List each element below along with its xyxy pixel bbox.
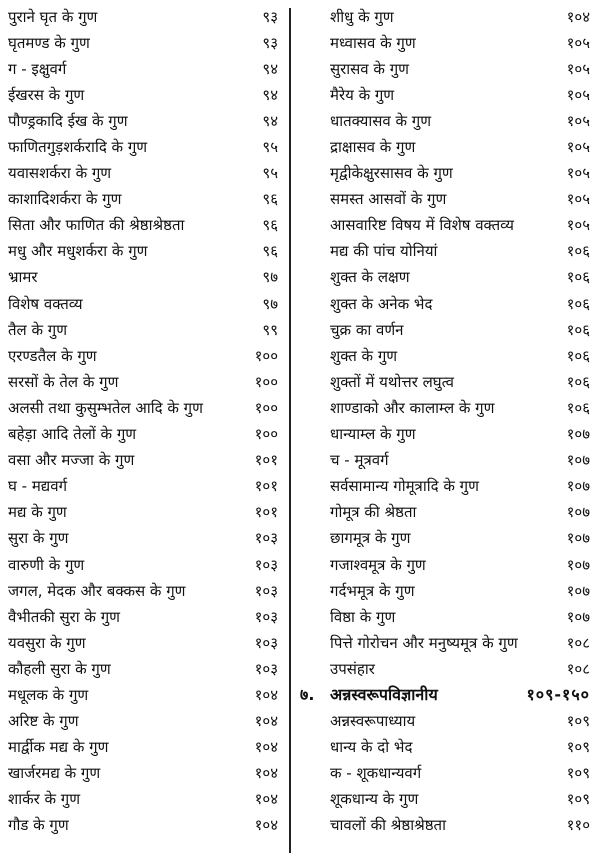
toc-entry	[300, 552, 594, 578]
entry-title: शूकधान्य के गुण	[330, 790, 419, 809]
entry-page-number: ९५	[262, 138, 278, 157]
entry-page-number: १०९	[566, 790, 590, 809]
entry-title: पुराने घृत के गुण	[8, 7, 98, 26]
entry-title: सुरासव के गुण	[330, 59, 409, 78]
entry-page-number: १०५	[566, 33, 590, 52]
entry-title: विष्ठा के गुण	[330, 607, 396, 626]
entry-page-number: १०७	[566, 555, 590, 574]
entry-title: मद्य के गुण	[8, 503, 67, 522]
entry-page-number: ९३	[262, 33, 278, 52]
toc-entry	[6, 265, 280, 291]
toc-entry	[6, 213, 280, 239]
entry-title: धान्याम्ल के गुण	[330, 425, 416, 444]
toc-entry	[300, 56, 594, 82]
entry-page-number: १०४	[254, 816, 278, 835]
entry-page-number: १०४	[254, 764, 278, 783]
entry-title: खार्जरमद्य के गुण	[8, 764, 101, 783]
entry-title: धातक्यासव के गुण	[330, 111, 432, 130]
toc-entry	[300, 161, 594, 187]
entry-page-number: ९६	[262, 242, 278, 261]
entry-page-number: ९५	[262, 164, 278, 183]
entry-page-number: १०८	[566, 659, 590, 678]
entry-page-number: १००	[254, 398, 278, 417]
toc-entry	[300, 656, 594, 682]
chapter-number: ७.	[300, 685, 315, 705]
entry-title: च - मूत्रवर्ग	[330, 451, 389, 470]
entry-title: उपसंहार	[330, 659, 375, 678]
toc-entry	[6, 422, 280, 448]
entry-page-number: १०४	[566, 7, 590, 26]
entry-title: तैल के गुण	[8, 320, 68, 339]
entry-title: शुक्त के लक्षण	[330, 268, 410, 287]
toc-entry	[6, 761, 280, 787]
chapter-title	[300, 687, 438, 703]
toc-entry	[6, 30, 280, 56]
toc-entry	[6, 317, 280, 343]
entry-title: ग - इक्षुवर्ग	[8, 59, 67, 78]
entry-page-number: १०५	[566, 59, 590, 78]
entry-title: शुक्तों में यथोत्तर लघुत्व	[330, 372, 454, 391]
toc-entry	[300, 395, 594, 421]
toc-entry	[6, 343, 280, 369]
toc-entry	[6, 108, 280, 134]
toc-entry	[6, 787, 280, 813]
entry-title: काशादिशर्करा के गुण	[8, 190, 122, 209]
entry-page-number: १०५	[566, 85, 590, 104]
toc-entry	[6, 578, 280, 604]
entry-page-number: १००	[254, 425, 278, 444]
toc-entry	[6, 604, 280, 630]
entry-title: आसवारिष्ट विषय में विशेष वक्तव्य	[330, 216, 514, 235]
toc-entry	[6, 161, 280, 187]
entry-page-number: १०७	[566, 477, 590, 496]
entry-page-number: १०७	[566, 451, 590, 470]
entry-page-number: १०६	[566, 398, 590, 417]
entry-page-number: १०६	[566, 372, 590, 391]
entry-title: सरसों के तेल के गुण	[8, 372, 119, 391]
toc-entry	[300, 787, 594, 813]
entry-title: शाण्डाको और कालाम्ल के गुण	[330, 398, 495, 417]
entry-title: गर्दभमूत्र के गुण	[330, 581, 415, 600]
entry-title: एरण्डतैल के गुण	[8, 346, 97, 365]
toc-entry	[300, 474, 594, 500]
toc-entry	[300, 526, 594, 552]
entry-page-number: ९६	[262, 190, 278, 209]
entry-title: मैरेय के गुण	[330, 85, 395, 104]
entry-page-number: १०३	[254, 659, 278, 678]
entry-title: शीधु के गुण	[330, 7, 394, 26]
toc-left-column	[6, 4, 280, 839]
entry-title: कौहली सुरा के गुण	[8, 659, 111, 678]
toc-entry	[300, 134, 594, 160]
entry-title: अलसी तथा कुसुम्भतेल आदि के गुण	[8, 398, 203, 417]
entry-title: मध्वासव के गुण	[330, 33, 416, 52]
toc-right-column	[300, 4, 594, 839]
entry-title: सुरा के गुण	[8, 529, 69, 548]
toc-entry	[6, 239, 280, 265]
entry-page-number: १०३	[254, 607, 278, 626]
entry-page-number: १०६	[566, 346, 590, 365]
toc-entry	[300, 108, 594, 134]
entry-title: सिता और फाणित की श्रेष्ठाश्रेष्ठता	[8, 216, 185, 235]
entry-title: घ - मद्यवर्ग	[8, 477, 68, 496]
toc-entry	[300, 422, 594, 448]
entry-page-number: १०४	[254, 712, 278, 731]
entry-page-number: १०५	[566, 190, 590, 209]
toc-entry	[6, 500, 280, 526]
toc-entry	[300, 369, 594, 395]
toc-entry	[300, 4, 594, 30]
entry-title: गौड के गुण	[8, 816, 69, 835]
entry-page-number: १०५	[566, 216, 590, 235]
entry-page-number: १०९	[566, 712, 590, 731]
toc-entry	[6, 82, 280, 108]
entry-page-number: १०३	[254, 529, 278, 548]
toc-entry	[6, 474, 280, 500]
entry-page-number: १०८	[566, 633, 590, 652]
entry-title: चावलों की श्रेष्ठाश्रेष्ठता	[330, 816, 446, 835]
entry-title: सर्वसामान्य गोमूत्रादि के गुण	[330, 477, 479, 496]
entry-title: जगल, मेदक और बक्कस के गुण	[8, 581, 186, 600]
entry-title: यवसुरा के गुण	[8, 633, 86, 652]
entry-title: गोमूत्र की श्रेष्ठता	[330, 503, 417, 522]
toc-entry	[6, 630, 280, 656]
toc-entry	[6, 134, 280, 160]
entry-title: मधु और मधुशर्करा के गुण	[8, 242, 148, 261]
entry-page-number: ९३	[262, 7, 278, 26]
entry-title: शुक्त के अनेक भेद	[330, 294, 433, 313]
toc-entry	[300, 317, 594, 343]
toc-entry	[300, 82, 594, 108]
entry-page-number: १०४	[254, 685, 278, 704]
entry-title: मार्द्वीक मद्य के गुण	[8, 738, 109, 757]
entry-page-number: ९७	[262, 268, 278, 287]
toc-entry	[300, 709, 594, 735]
entry-page-number: १००	[254, 372, 278, 391]
entry-title: अन्नस्वरूपाध्याय	[330, 712, 416, 731]
entry-title: समस्त आसवों के गुण	[330, 190, 447, 209]
toc-entry	[300, 343, 594, 369]
entry-page-number: १०७	[566, 581, 590, 600]
toc-entry	[300, 813, 594, 839]
entry-title: मधूलक के गुण	[8, 685, 89, 704]
entry-page-number: १०७	[566, 503, 590, 522]
entry-page-number: १०४	[254, 738, 278, 757]
entry-page-number: १०१	[254, 451, 278, 470]
entry-title: ईखरस के गुण	[8, 85, 85, 104]
entry-title: अरिष्ट के गुण	[8, 712, 79, 731]
toc-entry	[6, 709, 280, 735]
toc-entry	[6, 187, 280, 213]
entry-title: पित्ते गोरोचन और मनुष्यमूत्र के गुण	[330, 633, 518, 652]
entry-title: मद्य की पांच योनियां	[330, 242, 438, 261]
entry-title: मृद्वीकेक्षुरसासव के गुण	[330, 164, 453, 183]
entry-page-number: १०१	[254, 503, 278, 522]
entry-page-number: १०५	[566, 164, 590, 183]
toc-entry	[6, 4, 280, 30]
toc-entry	[300, 448, 594, 474]
entry-title: वारुणी के गुण	[8, 555, 85, 574]
toc-entry	[6, 735, 280, 761]
column-divider	[289, 8, 291, 853]
toc-entry	[6, 813, 280, 839]
entry-page-number: १०४	[254, 790, 278, 809]
entry-title: शार्कर के गुण	[8, 790, 81, 809]
entry-page-number: ९४	[262, 85, 278, 104]
toc-entry	[6, 395, 280, 421]
entry-page-number: १०९	[566, 764, 590, 783]
toc-chapter-heading	[300, 682, 594, 708]
toc-entry	[300, 30, 594, 56]
toc-entry	[300, 187, 594, 213]
entry-page-number: १०६	[566, 294, 590, 313]
toc-entry	[300, 735, 594, 761]
entry-page-number: ९७	[262, 294, 278, 313]
entry-page-number: १०६	[566, 320, 590, 339]
entry-page-number: १०९	[566, 738, 590, 757]
entry-page-number: १०६	[566, 242, 590, 261]
toc-entry	[300, 291, 594, 317]
entry-title: पौण्ड्रकादि ईख के गुण	[8, 111, 128, 130]
toc-entry	[300, 500, 594, 526]
entry-page-number: १०३	[254, 581, 278, 600]
entry-page-number: १०१	[254, 477, 278, 496]
entry-title: चुक्र का वर्णन	[330, 320, 404, 339]
entry-title: विशेष वक्तव्य	[8, 294, 83, 313]
entry-title: गजाश्वमूत्र के गुण	[330, 555, 426, 574]
entry-page-number: ११०	[566, 816, 590, 835]
toc-entry	[300, 239, 594, 265]
entry-page-number: १०३	[254, 555, 278, 574]
entry-title: फाणितगुड़शर्करादि के गुण	[8, 138, 148, 157]
toc-entry	[6, 448, 280, 474]
toc-entry	[6, 552, 280, 578]
entry-title: घृतमण्ड के गुण	[8, 33, 90, 52]
toc-entry	[300, 604, 594, 630]
entry-title: भ्रामर	[8, 268, 38, 287]
toc-entry	[6, 369, 280, 395]
chapter-title-text: अन्नस्वरूपविज्ञानीय	[330, 685, 438, 705]
toc-entry	[6, 656, 280, 682]
entry-page-number: ९९	[262, 320, 278, 339]
entry-title: द्राक्षासव के गुण	[330, 138, 416, 157]
toc-entry	[300, 213, 594, 239]
entry-title: वैभीतकी सुरा के गुण	[8, 607, 120, 626]
toc-entry	[6, 56, 280, 82]
entry-title: क - शूकधान्यवर्ग	[330, 764, 422, 783]
entry-page-number: १०५	[566, 138, 590, 157]
entry-page-number: १००	[254, 346, 278, 365]
toc-entry	[6, 682, 280, 708]
entry-title: यवासशर्करा के गुण	[8, 164, 112, 183]
toc-entry	[6, 526, 280, 552]
toc-entry	[300, 265, 594, 291]
entry-page-number: १०६	[566, 268, 590, 287]
entry-title: धान्य के दो भेद	[330, 738, 413, 757]
entry-page-number: १०७	[566, 529, 590, 548]
entry-page-number: १०५	[566, 111, 590, 130]
entry-page-number: १०७	[566, 607, 590, 626]
toc-entry	[300, 761, 594, 787]
entry-page-number: १०७	[566, 425, 590, 444]
entry-page-number: ९४	[262, 111, 278, 130]
entry-page-number: १०३	[254, 633, 278, 652]
entry-title: बहेड़ा आदि तेलों के गुण	[8, 425, 137, 444]
toc-entry	[300, 630, 594, 656]
entry-title: वसा और मज्जा के गुण	[8, 451, 135, 470]
toc-entry	[300, 578, 594, 604]
entry-title: शुक्त के गुण	[330, 346, 398, 365]
entry-page-number: ९६	[262, 216, 278, 235]
toc-entry	[6, 291, 280, 317]
entry-page-number: १०९-१५०	[526, 685, 590, 705]
entry-title: छागमूत्र के गुण	[330, 529, 411, 548]
entry-page-number: ९४	[262, 59, 278, 78]
